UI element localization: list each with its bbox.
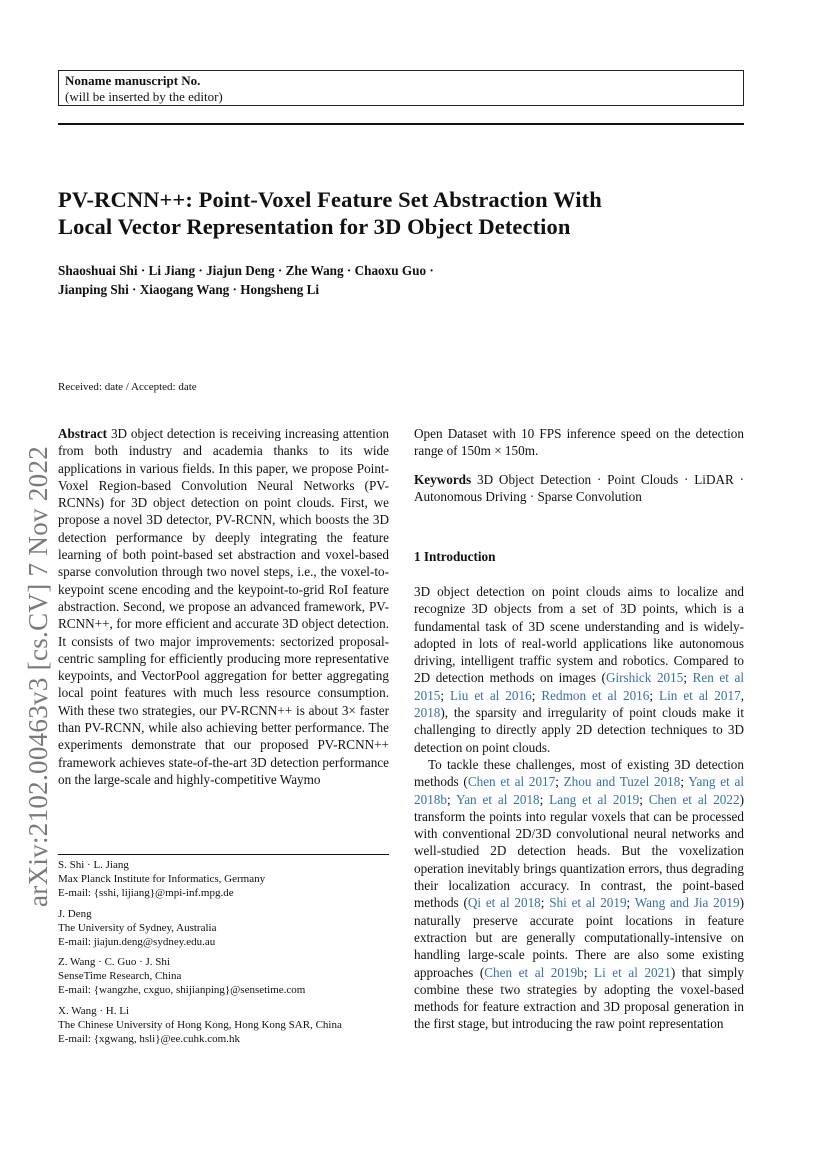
affiliation-email: E-mail: {sshi, lijiang}@mpi-inf.mpg.de bbox=[58, 887, 234, 899]
affiliation-block bbox=[58, 907, 418, 949]
title-line-2: Local Vector Representation for 3D Object Detection bbox=[58, 214, 571, 239]
citation-link[interactable]: Yang et al 2018b bbox=[414, 774, 744, 807]
citation-link[interactable]: Wang and Jia 2019 bbox=[634, 895, 740, 911]
arxiv-sidebar-stamp: arXiv:2102.00463v3 [cs.CV] 7 Nov 2022 bbox=[23, 445, 53, 907]
footnote-rule bbox=[58, 854, 389, 855]
affiliation-names: J. Deng bbox=[58, 908, 92, 920]
keywords-text: 3D Object Detection · Point Clouds · LiDAR · Autonomous Driving · Sparse Convolution bbox=[414, 472, 745, 505]
affiliation-block bbox=[58, 1004, 418, 1046]
citation-link[interactable]: Chen et al 2022 bbox=[648, 791, 740, 807]
abstract-label: Abstract bbox=[58, 426, 108, 441]
title-line-1: PV-RCNN++: Point-Voxel Feature Set Abstraction With bbox=[58, 187, 602, 212]
citation-link[interactable]: Lang et al 2019 bbox=[549, 791, 640, 807]
affiliation-names: X. Wang · H. Li bbox=[58, 1005, 130, 1017]
section-heading bbox=[414, 549, 495, 565]
section-title: Introduction bbox=[423, 549, 496, 564]
citation-link[interactable]: Qi et al 2018 bbox=[467, 895, 541, 911]
citation-link[interactable]: Yan et al 2018 bbox=[456, 791, 540, 807]
citation-link[interactable]: 2018 bbox=[414, 705, 441, 721]
abstract-text: 3D object detection is receiving increasing attention from both industry and academia thanks to its wide applications in various fields. In this paper, we propose Point-Voxel Region-based Convolution Neural Networks (PV-RCNNs) for 3D object detection on point clouds. First, we propose a novel 3D detector, PV-RCNN, which boosts the 3D detection performance by deeply integrating the feature learning of both point-based set abstraction and voxel-based sparse convolution through two novel steps, i.e., the voxel-to-keypoint scene encoding and the keypoint-to-grid RoI feature abstraction. Second, we propose an advanced framework, PV-RCNN++, for more efficient and accurate 3D object detection. It consists of two major improvements: sectorized proposal-centric sampling for efficiently producing more representative keypoints, and VectorPool aggregation for better aggregating local point features with much less resource consumption. With these two strategies, our PV-RCNN++ is about 3× faster than PV-RCNN, while also achieving better performance. The experiments demonstrate that our proposed PV-RCNN++ framework achieves state-of-the-art 3D detection performance on the large-scale and highly-competitive Waymo bbox=[58, 426, 390, 787]
intro-paragraph-1: 3D object detection on point clouds aims to localize and recognize 3D objects from a set of 3D points, which is a fundamental task of 3D scene understanding and is widely-adopted in lots of real-world applications like autonomous driving, intelligent traffic system and robotics. Compared to 2D detection methods on images (Girshick 2015; Ren et al 2015; Liu et al 2016; Redmon et al 2016; Lin et al 2017, 2018), the sparsity and irregularity of point clouds make it challenging to directly apply 2D detection techniques to 3D detection on point clouds. bbox=[414, 584, 745, 755]
received-date: Received: date / Accepted: date bbox=[58, 381, 197, 393]
paper-title bbox=[58, 186, 758, 240]
citation-link[interactable]: Redmon et al 2016 bbox=[541, 687, 650, 703]
editor-note: (will be inserted by the editor) bbox=[65, 89, 223, 104]
abstract-continued: Open Dataset with 10 FPS inference speed on the detection range of 150m × 150m. bbox=[414, 426, 744, 459]
affiliation-names: Z. Wang · C. Guo · J. Shi bbox=[58, 956, 170, 968]
citation-link[interactable]: Girshick 2015 bbox=[605, 670, 684, 686]
section-number: 1 bbox=[414, 549, 421, 564]
citation-link[interactable]: Zhou and Tuzel 2018 bbox=[563, 774, 681, 790]
affiliation-email: E-mail: jiajun.deng@sydney.edu.au bbox=[58, 936, 216, 948]
citation-link[interactable]: Shi et al 2019 bbox=[549, 895, 627, 911]
authors-line-2: Jianping Shi · Xiaogang Wang · Hongsheng Li bbox=[58, 282, 320, 297]
citation-link[interactable]: Chen et al 2019b bbox=[484, 964, 584, 980]
manuscript-label: Noname manuscript No. bbox=[65, 73, 201, 88]
affiliation-names: S. Shi · L. Jiang bbox=[58, 859, 129, 871]
citation-link[interactable]: Lin et al 2017 bbox=[659, 687, 741, 703]
keywords-label: Keywords bbox=[414, 472, 472, 487]
affiliation-email: E-mail: {wangzhe, cxguo, shijianping}@sensetime.com bbox=[58, 984, 306, 996]
citation-link[interactable]: Liu et al 2016 bbox=[450, 687, 532, 703]
author-list bbox=[58, 261, 758, 299]
affiliation-institution: Max Planck Institute for Informatics, Germany bbox=[58, 873, 266, 885]
affiliation-institution: The Chinese University of Hong Kong, Hong Kong SAR, China bbox=[58, 1019, 342, 1031]
affiliation-institution: The University of Sydney, Australia bbox=[58, 922, 217, 934]
header-rule bbox=[58, 123, 744, 125]
intro-text bbox=[414, 583, 744, 1033]
affiliation-block bbox=[58, 955, 418, 997]
citation-link[interactable]: Li et al 2021 bbox=[594, 964, 671, 980]
citation-link[interactable]: Chen et al 2017 bbox=[467, 774, 556, 790]
citation-link[interactable]: Ren et al 2015 bbox=[414, 670, 745, 703]
abstract-block bbox=[58, 425, 389, 788]
affiliation-institution: SenseTime Research, China bbox=[58, 970, 182, 982]
authors-line-1: Shaoshuai Shi · Li Jiang · Jiajun Deng · Zhe Wang · Chaoxu Guo · bbox=[58, 263, 434, 278]
keywords-block bbox=[414, 471, 744, 506]
manuscript-header-box bbox=[58, 70, 744, 106]
affiliation-block bbox=[58, 858, 418, 900]
affiliation-email: E-mail: {xgwang, hsli}@ee.cuhk.com.hk bbox=[58, 1033, 240, 1045]
intro-paragraph-2: To tackle these challenges, most of existing 3D detection methods (Chen et al 2017; Zhou and Tuzel 2018; Yang et al 2018b; Yan et al 2018; Lang et al 2019; Chen et al 2022) transform the points into regular voxels that can be processed with conventional 2D/3D convolutional neural networks and well-studied 2D detection heads. But the voxelization operation inevitably brings quantization errors, thus degrading their localization accuracy. In contrast, the point-based methods (Qi et al 2018; Shi et al 2019; Wang and Jia 2019) naturally preserve accurate point locations in feature extraction but are generally computationally-intensive on handling large-scale points. There are also some existing approaches (Chen et al 2019b; Li et al 2021) that simply combine these two strategies by adopting the voxel-based methods for feature extraction and 3D proposal generation in the first stage, but introducing the raw point representation bbox=[414, 756, 745, 1032]
